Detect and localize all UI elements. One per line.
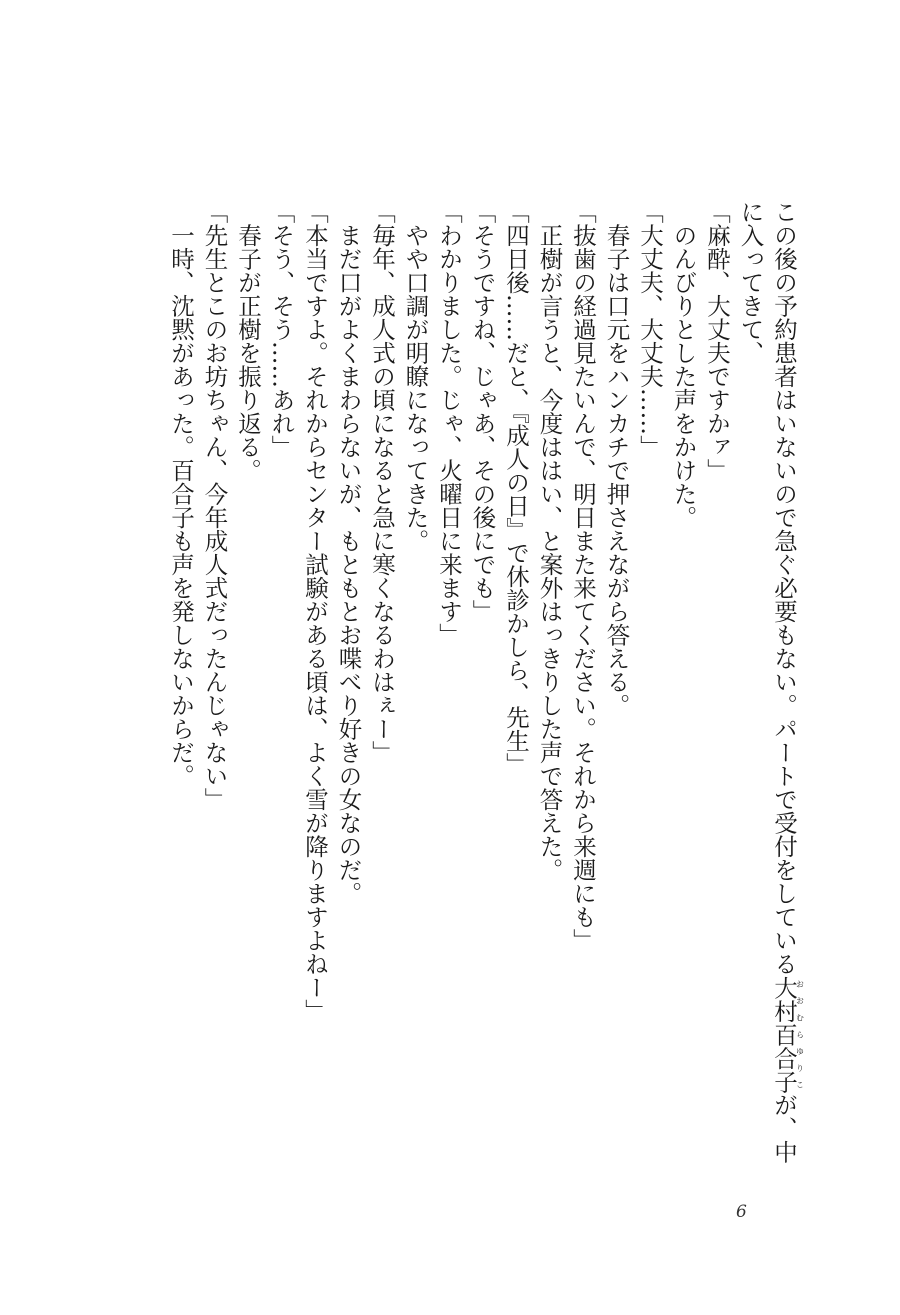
text-line: 春子が正樹を振り返る。 bbox=[234, 200, 262, 482]
furigana-name bbox=[770, 975, 805, 1094]
text-line: やや口調が明瞭になってきた。 bbox=[401, 200, 430, 553]
text-line bbox=[767, 200, 805, 1200]
text-line: 「先生とこのお坊ちゃん、今年成人式だったんじゃない」 bbox=[200, 200, 229, 811]
text-line: 「そう、そう……あれ」 bbox=[267, 200, 296, 459]
text-line: 「本当ですよ。それからセンター試験がある頃は、よく雪が降りますよねー」 bbox=[301, 200, 329, 1023]
text-line: 正樹が言うと、今度ははい、と案外はっきりした声で答えた。 bbox=[535, 200, 564, 882]
text-line: 「そうですね、じゃあ、その後にでも」 bbox=[468, 200, 497, 623]
text-segment: この後の予約患者はいないので急ぐ必要もない。パートで受付をしている bbox=[770, 200, 798, 976]
text-line: に入ってきて、 bbox=[736, 200, 765, 365]
text-line: 「四日後……だと、『成人の日』で休診かしら、先生」 bbox=[502, 200, 530, 776]
page-number: 6 bbox=[736, 1202, 747, 1222]
ruby-base: 大村百合子 bbox=[770, 975, 798, 1093]
text-line: 「抜歯の経過見たいんで、明日また来てください。それから来週にも」 bbox=[569, 200, 597, 952]
body-text bbox=[164, 200, 805, 1200]
text-segment: が、中 bbox=[770, 1093, 798, 1164]
text-line: 「麻酔、大丈夫ですかァ」 bbox=[703, 200, 731, 482]
text-line: 春子は口元をハンカチで押さえながら答える。 bbox=[602, 200, 631, 717]
text-line: まだ口がよくまわらないが、もともとお喋べり好きの女なのだ。 bbox=[334, 200, 363, 905]
text-line: のんびりとした声をかけた。 bbox=[669, 200, 698, 529]
text-line: 「大丈夫、大丈夫……」 bbox=[636, 200, 664, 459]
text-line: 「わかりました。じゃ、火曜日に来ます」 bbox=[435, 200, 463, 647]
text-line: 「毎年、成人式の頃になると急に寒くなるわはぇー」 bbox=[368, 200, 396, 764]
ruby-reading: おおむらゆりこ bbox=[795, 975, 805, 1093]
text-line: 一時、沈黙があった。百合子も声を発しないからだ。 bbox=[167, 200, 195, 788]
